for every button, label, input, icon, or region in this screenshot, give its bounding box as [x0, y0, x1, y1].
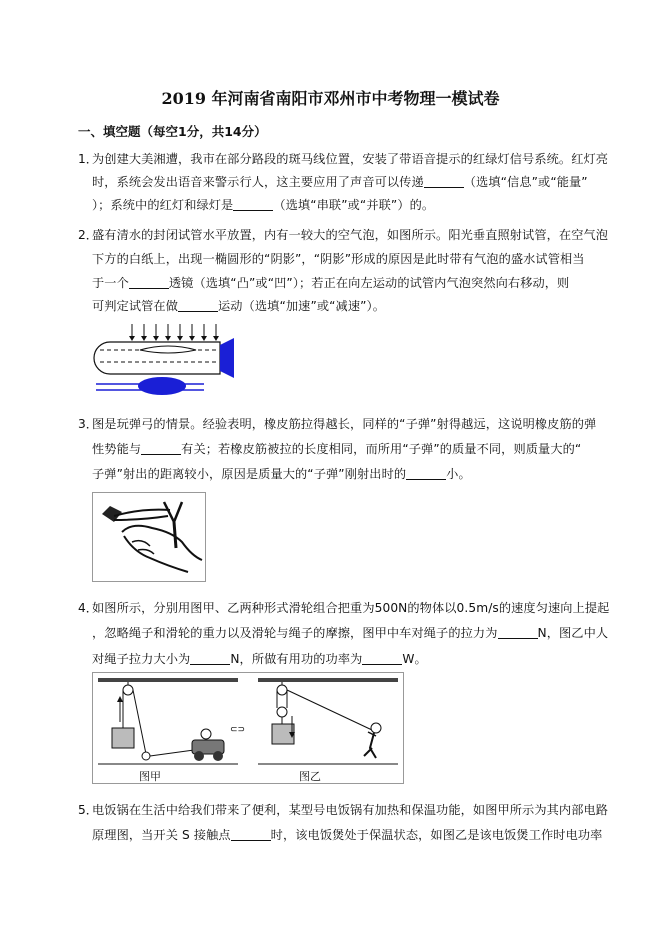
- question-text-line: 电饭锅在生活中给我们带来了便利，某型号电饭锅有加热和保温功能，如图甲所示为其内部电路: [92, 803, 609, 817]
- question-number: 4．: [78, 601, 98, 615]
- answer-blank[interactable]: [141, 442, 181, 455]
- question-text-line: 性势能与 有关；若橡皮筋被拉的长度相同，而所用“子弹”的质量不同，则质量大的“: [92, 442, 582, 456]
- figure-label-yi: 图乙: [299, 770, 321, 783]
- answer-blank[interactable]: [190, 652, 230, 665]
- test-tube-figure: [92, 320, 242, 400]
- question-text-line: ）；系统中的红灯和绿灯是 （选填“串联”或“并联”）的。: [92, 198, 435, 212]
- question-text-line: 为创建大美湘遭，我市在部分路段的斑马线位置，安装了带语音提示的红绿灯信号系统。红灯亮: [92, 152, 609, 166]
- question-text-line: 子弹”射出的距离较小，原因是质量大的“子弹”刚射出时的 小。: [92, 467, 471, 481]
- question-number: 5．: [78, 803, 98, 817]
- figure-label-jia: 图甲: [139, 770, 161, 783]
- answer-blank[interactable]: [231, 828, 271, 841]
- answer-blank[interactable]: [406, 467, 446, 480]
- question-text-line: 下方的白纸上，出现一椭圆形的“阴影”，“阴影”形成的原因是此时带有气泡的盛水试管相当: [92, 252, 585, 266]
- question-number: 2．: [78, 228, 98, 242]
- question-text-line: 可判定试管在做 运动（选填“加速”或“减速”）。: [92, 299, 386, 313]
- page-title: 2019 年河南省南阳市邓州市中考物理一模试卷: [161, 89, 500, 108]
- answer-blank[interactable]: [178, 299, 218, 312]
- answer-blank[interactable]: [498, 626, 538, 639]
- question-text-line: 原理图，当开关 S 接触点 时，该电饭煲处于保温状态，如图乙是该电饭煲工作时电功率: [92, 828, 603, 842]
- answer-blank[interactable]: [424, 175, 464, 188]
- question-number: 3．: [78, 417, 98, 431]
- answer-blank[interactable]: [362, 652, 402, 665]
- question-text-line: 于一个 透镜（选填“凸”或“凹”）；若正在向左运动的试管内气泡突然向右移动，则: [92, 276, 570, 290]
- question-text-line: 时，系统会发出语音来警示行人，这主要应用了声音可以传递 （选填“信息”或“能量”: [92, 175, 588, 189]
- question-text-line: 对绳子拉力大小为 N，所做有用功的功率为 W。: [92, 652, 427, 666]
- question-text-line: 盛有清水的封闭试管水平放置，内有一较大的空气泡，如图所示。阳光垂直照射试管，在空气泡: [92, 228, 609, 242]
- slingshot-figure: [92, 492, 206, 582]
- question-number: 1．: [78, 152, 98, 166]
- answer-blank[interactable]: [233, 198, 273, 211]
- question-text-line: 图是玩弹弓的情景。经验表明，橡皮筋拉得越长，同样的“子弹”射得越远，这说明橡皮筋的弹: [92, 417, 597, 431]
- section-heading: 一、填空题（每空1分，共14分）: [78, 124, 267, 139]
- answer-blank[interactable]: [129, 276, 169, 289]
- question-text-line: 如图所示，分别用图甲、乙两种形式滑轮组合把重为500N的物体以0.5m/s的速度匀速向上提起: [92, 601, 610, 615]
- question-text-line: ，忽略绳子和滑轮的重力以及滑轮与绳子的摩擦，图甲中车对绳子的拉力为 N，图乙中人: [92, 626, 609, 640]
- svg-text:⊂⊃: ⊂⊃: [230, 725, 246, 735]
